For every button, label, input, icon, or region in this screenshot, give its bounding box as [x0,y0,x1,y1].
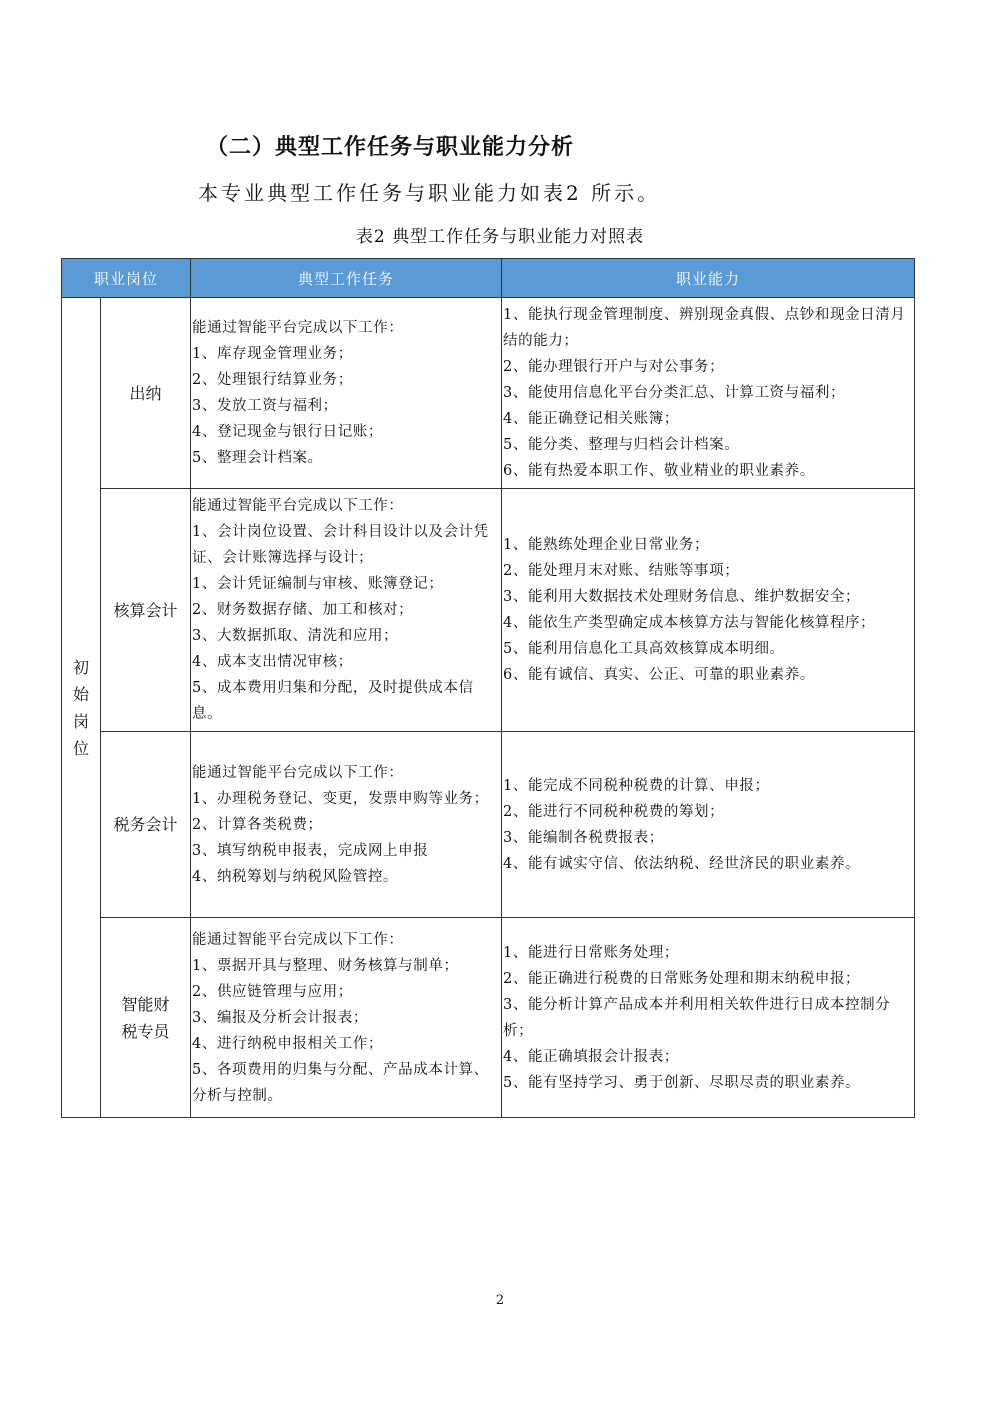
task-line: 1、办理税务登记、变更，发票申购等业务； [192,790,489,807]
ability-line: 6、能有热爱本职工作、敬业精业的职业素养。 [503,463,815,479]
ability-line: 5、能有坚持学习、勇于创新、尽职尽责的职业素养。 [503,1074,861,1091]
task-line: 能通过智能平台完成以下工作： [192,931,404,948]
table-row [62,918,915,1118]
task-line: 2、财务数据存储、加工和核对； [192,602,414,618]
task-line: 3、大数据抓取、清洗和应用； [192,628,399,644]
ability-line: 3、能使用信息化平台分类汇总、计算工资与福利； [503,385,846,401]
tasks-cell [191,918,502,1118]
page-number: 2 [495,1293,505,1308]
ability-line: 5、能分类、整理与归档会计档案。 [503,437,740,453]
task-line: 4、登记现金与银行日记账； [192,424,384,440]
section-heading: （二）典型工作任务与职业能力分析 [206,135,575,160]
task-line: 3、填写纳税申报表，完成网上申报 [192,842,429,859]
ability-line: 1、能进行日常账务处理； [503,944,679,961]
task-line: 4、纳税筹划与纳税风险管控。 [192,868,399,885]
task-ability-table [61,258,915,1118]
abilities-cell [502,489,915,732]
table-caption: 表2 典型工作任务与职业能力对照表 [355,227,645,247]
task-line: 1、会计凭证编制与审核、账簿登记； [192,576,444,592]
task-line: 2、计算各类税费； [192,816,323,833]
tasks-cell [191,298,502,489]
level-char: 始 [72,684,89,704]
table-body [62,298,915,1118]
ability-line: 1、能执行现金管理制度、辨别现金真假、点钞和现金日清月结的能力； [503,307,906,349]
ability-line: 6、能有诚信、真实、公正、可靠的职业素养。 [503,667,815,683]
task-line: 能通过智能平台完成以下工作： [192,320,404,336]
post-cell: 智能财税专员 [101,918,191,1118]
ability-line: 2、能正确进行税费的日常账务处理和期末纳税申报； [503,970,861,987]
task-line: 4、进行纳税申报相关工作； [192,1035,384,1052]
level-char: 岗 [72,711,89,731]
level-char: 初 [72,657,89,677]
post-cell: 税务会计 [101,732,191,918]
ability-line: 3、能利用大数据技术处理财务信息、维护数据安全； [503,589,861,605]
abilities-cell [502,918,915,1118]
table-row [62,732,915,918]
task-line: 5、各项费用的归集与分配、产品成本计算、分析与控制。 [192,1061,489,1104]
task-line: 1、会计岗位设置、会计科目设计以及会计凭证、会计账簿选择与设计； [192,524,489,566]
task-line: 5、整理会计档案。 [192,450,323,466]
ability-line: 4、能正确登记相关账簿； [503,411,679,427]
abilities-cell [502,298,915,489]
ability-line: 2、能进行不同税种税费的筹划； [503,803,725,820]
ability-line: 1、能熟练处理企业日常业务； [503,537,710,553]
task-line: 3、编报及分析会计报表； [192,1009,368,1026]
header-post: 职业岗位 [62,259,191,298]
tasks-cell [191,732,502,918]
table-header-row [62,259,915,298]
task-line: 4、成本支出情况审核； [192,654,353,670]
ability-line: 4、能依生产类型确定成本核算方法与智能化核算程序； [503,615,876,631]
table-row [62,489,915,732]
ability-line: 4、能正确填报会计报表； [503,1048,679,1065]
task-line: 5、成本费用归集和分配，及时提供成本信息。 [192,680,474,722]
header-tasks: 典型工作任务 [191,259,502,298]
ability-line: 3、能分析计算产品成本并利用相关软件进行日成本控制分析； [503,996,891,1039]
ability-line: 3、能编制各税费报表； [503,829,664,846]
tasks-cell [191,489,502,732]
level-char: 位 [72,738,89,758]
ability-line: 5、能利用信息化工具高效核算成本明细。 [503,641,785,657]
level-cell [62,298,101,1118]
post-cell: 核算会计 [101,489,191,732]
task-line: 1、库存现金管理业务； [192,346,353,362]
intro-paragraph: 本专业典型工作任务与职业能力如表2 所示。 [198,181,661,205]
header-abilities: 职业能力 [502,259,915,298]
task-line: 能通过智能平台完成以下工作： [192,498,404,514]
task-line: 1、票据开具与整理、财务核算与制单； [192,957,459,974]
post-cell: 出纳 [101,298,191,489]
ability-line: 2、能处理月末对账、结账等事项； [503,563,740,579]
task-line: 能通过智能平台完成以下工作： [192,764,404,781]
task-line: 2、处理银行结算业务； [192,372,353,388]
ability-line: 4、能有诚实守信、依法纳税、经世济民的职业素养。 [503,855,861,872]
task-line: 3、发放工资与福利； [192,398,338,414]
ability-line: 1、能完成不同税种税费的计算、申报； [503,777,770,794]
ability-line: 2、能办理银行开户与对公事务； [503,359,725,375]
task-line: 2、供应链管理与应用； [192,983,353,1000]
table-row [62,298,915,489]
abilities-cell [502,732,915,918]
